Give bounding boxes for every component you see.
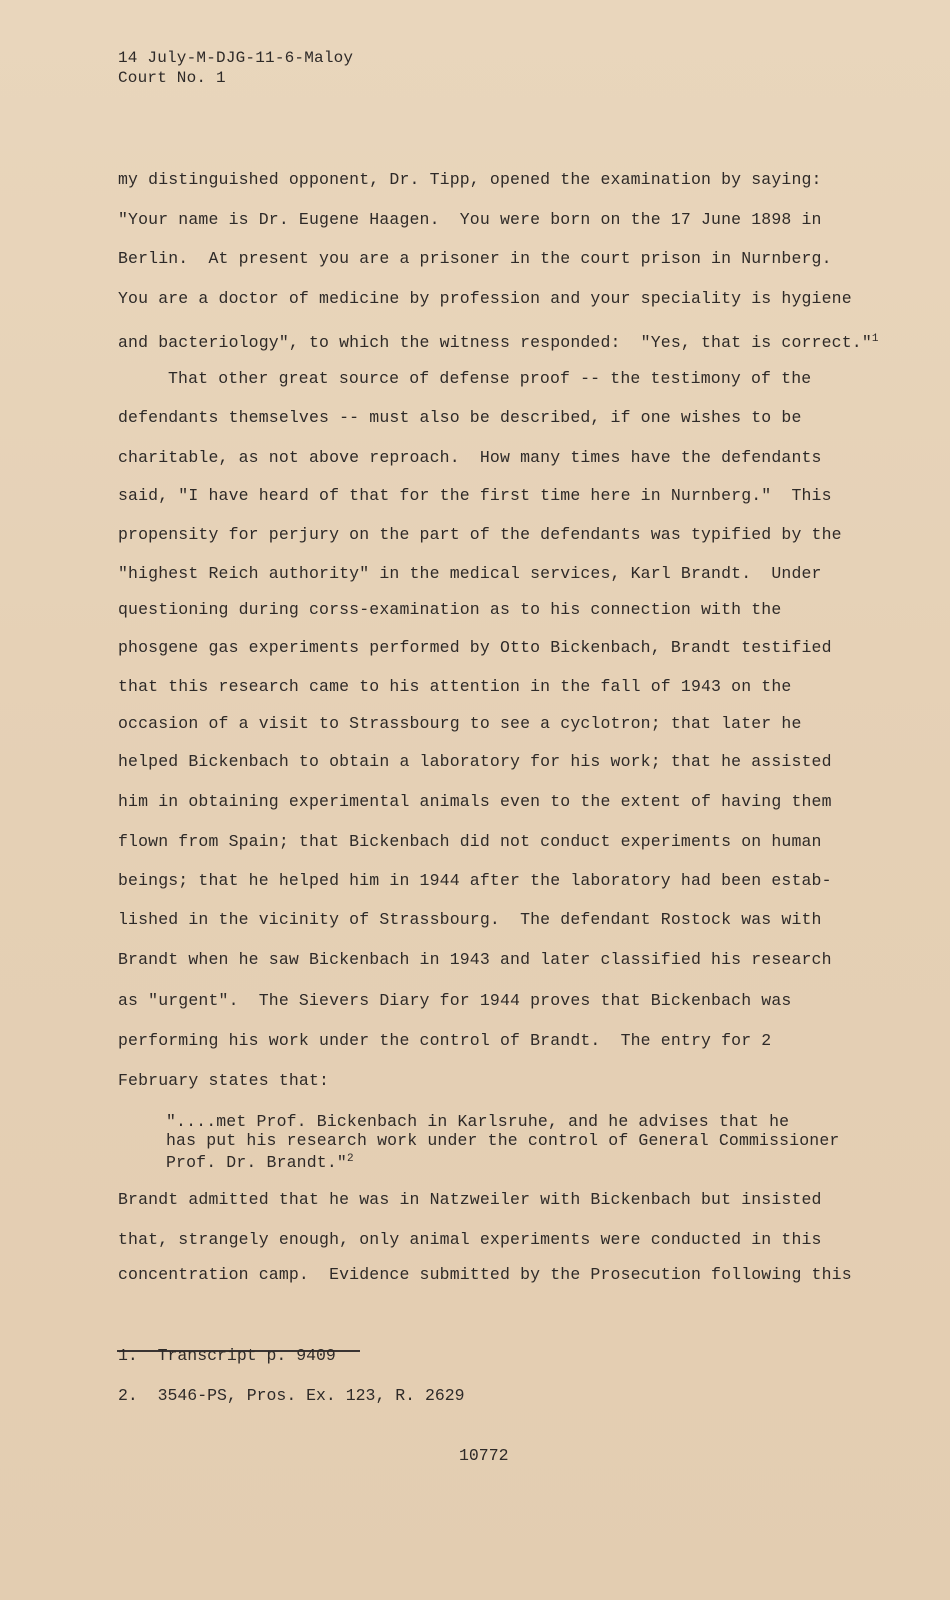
page-header	[118, 48, 353, 88]
footnote-2: 2. 3546-PS, Pros. Ex. 123, R. 2629	[118, 1386, 465, 1405]
body-line: that, strangely enough, only animal experiments were conducted in this	[118, 1230, 822, 1249]
body-line: as "urgent". The Sievers Diary for 1944 proves that Bickenbach was	[118, 991, 792, 1010]
footnote-ref: 1	[871, 333, 879, 345]
header-court: Court No. 1	[118, 69, 226, 87]
quote-line: Prof. Dr. Brandt."$^2$	[166, 1153, 354, 1172]
footnote-1: 1. Transcript p. 9409	[118, 1346, 336, 1365]
body-line: performing his work under the control of Brandt. The entry for 2	[118, 1031, 772, 1050]
body-line: helped Bickenbach to obtain a laboratory for his work; that he assisted	[118, 752, 832, 771]
body-line: flown from Spain; that Bickenbach did not conduct experiments on human	[118, 832, 822, 851]
body-line: phosgene gas experiments performed by Otto Bickenbach, Brandt testified	[118, 638, 832, 657]
body-line: propensity for perjury on the part of the defendants was typified by the	[118, 525, 842, 544]
body-line: lished in the vicinity of Strassbourg. The defendant Rostock was with	[118, 910, 822, 929]
body-line: February states that:	[118, 1071, 330, 1090]
body-line: Brandt admitted that he was in Natzweiler with Bickenbach but insisted	[118, 1190, 822, 1209]
quote-line: has put his research work under the control of General Commissioner	[166, 1131, 840, 1150]
header-reference: 14 July-M-DJG-11-6-Maloy	[118, 49, 354, 67]
page-number: 10772	[459, 1446, 509, 1465]
body-line: "Your name is Dr. Eugene Haagen. You were born on the 17 June 1898 in	[118, 210, 822, 229]
body-line: that this research came to his attention in the fall of 1943 on the	[118, 677, 792, 696]
body-line: That other great source of defense proof -- the testimony of the	[168, 369, 812, 388]
body-line: Brandt when he saw Bickenbach in 1943 and later classified his research	[118, 950, 832, 969]
body-line: You are a doctor of medicine by profession and your speciality is hygiene	[118, 289, 852, 308]
body-line: Berlin. At present you are a prisoner in the court prison in Nurnberg.	[118, 249, 832, 268]
body-line: him in obtaining experimental animals even to the extent of having them	[118, 792, 832, 811]
body-line: "highest Reich authority" in the medical services, Karl Brandt. Under	[118, 564, 822, 583]
body-line: said, "I have heard of that for the first time here in Nurnberg." This	[118, 486, 832, 505]
body-line: defendants themselves -- must also be described, if one wishes to be	[118, 408, 802, 427]
body-line: and bacteriology", to which the witness responded: "Yes, that is correct."$^1$	[118, 333, 879, 352]
quote-line: "....met Prof. Bickenbach in Karlsruhe, and he advises that he	[166, 1112, 790, 1131]
body-line: questioning during corss-examination as to his connection with the	[118, 600, 782, 619]
body-line: concentration camp. Evidence submitted by the Prosecution following this	[118, 1265, 852, 1284]
body-line: my distinguished opponent, Dr. Tipp, opened the examination by saying:	[118, 170, 822, 189]
body-line: charitable, as not above reproach. How many times have the defendants	[118, 448, 822, 467]
footnote-ref: 2	[346, 1153, 354, 1165]
body-line: beings; that he helped him in 1944 after the laboratory had been estab-	[118, 871, 832, 890]
body-line: occasion of a visit to Strassbourg to see a cyclotron; that later he	[118, 714, 802, 733]
